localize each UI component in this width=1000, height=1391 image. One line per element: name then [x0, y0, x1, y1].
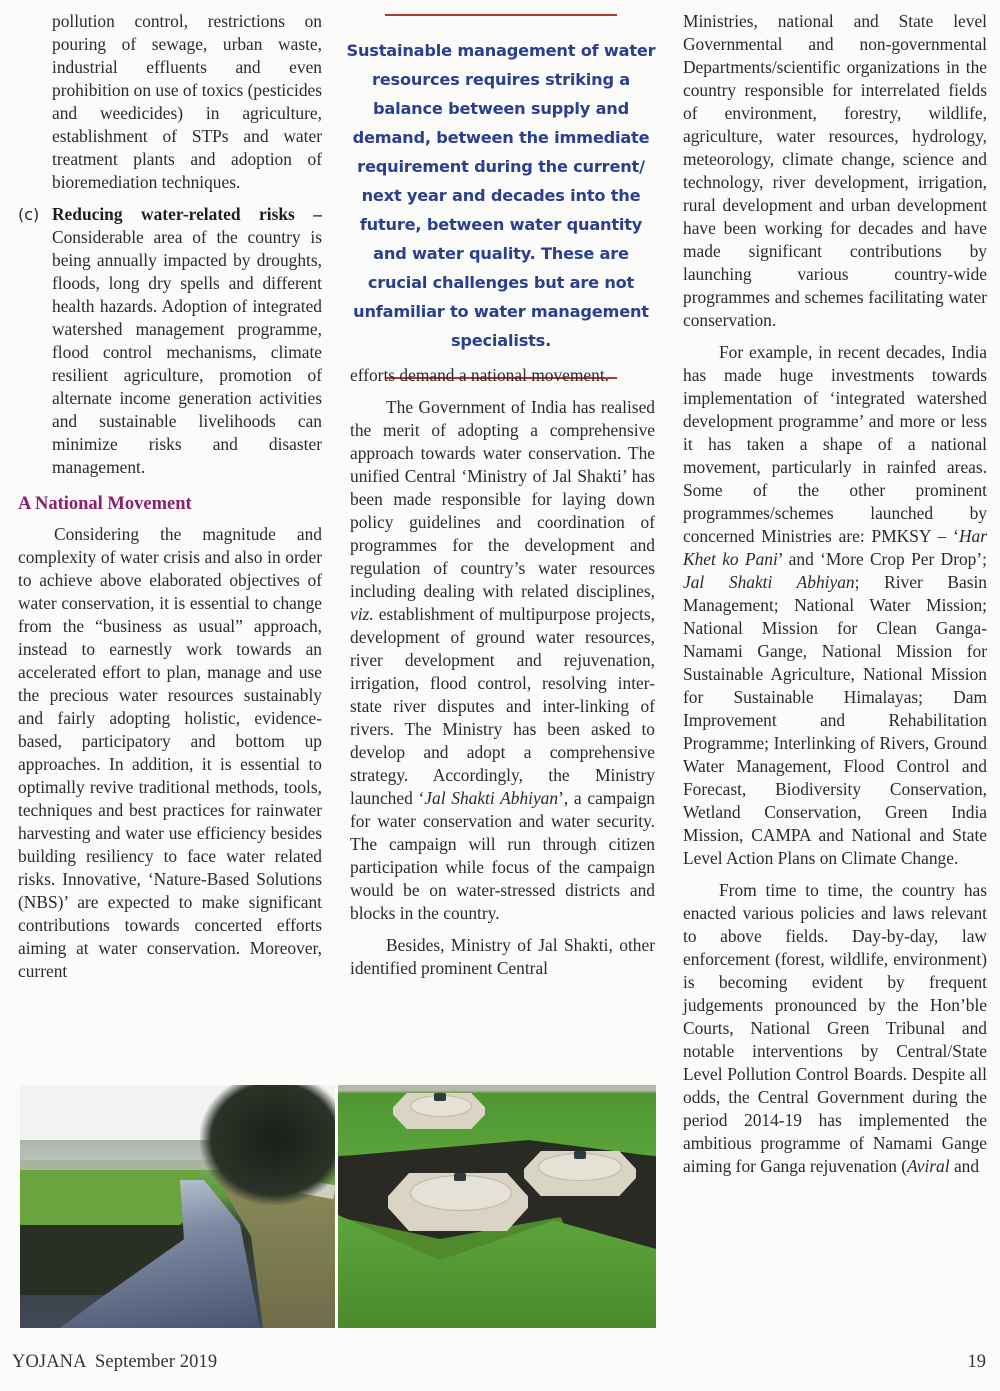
water-tanks-photo	[338, 1085, 656, 1328]
italic-term: viz.	[350, 604, 374, 624]
column-3	[683, 10, 987, 1178]
tank-cap	[454, 1173, 466, 1181]
pull-quote-text: Sustainable management of water resources requires striking a balance between supply and demand, between the immediate requirement during the current/ next year and decades into the future, between water quantity and water quality. These are crucial challenges but are not unfamiliar to water management specialists.	[346, 41, 656, 350]
footer-publication: YOJANA September 2019	[12, 1352, 218, 1372]
section-heading: A National Movement	[18, 494, 192, 514]
paragraph: For example, in recent decades, India has made huge investments towards implementation of ‘integrated watershed development programme’ and more or less it has taken a shape of a national movement, particularly in rainfed areas. Some of the other prominent programmes/schemes launched by concerned Ministries are: PMKSY – ‘Har Khet ko Pani’ and ‘More Crop Per Drop’; Jal Shakti Abhiyan; River Basin Management; National Water Mission; National Mission for Clean Ganga-Namami Gange, National Mission for Sustainable Agriculture, National Mission for Sustainable Himalayas; Dam Improvement and Rehabilitation Programme; Interlinking of Rivers, Ground Water Management, Flood Control and Forecast, Biodiversity Conservation, Wetland Conservation, Green India Mission, CAMPA and National and State Level Action Plans on Climate Change.	[683, 342, 987, 868]
paragraph: Considering the magnitude and complexity of water crisis and also in order to achieve above elaborated objectives of water conservation, it is essential to change from the “business as usual” approach, instead to earnestly work towards an accelerated effort to plan, manage and use the precious water resources sustainably and fairly adopting holistic, evidence-based, participatory and bottom up approaches. In addition, it is essential to optimally revive traditional methods, tools, techniques and best practices for rainwater harvesting and water use efficiency besides building resiliency to face water related risks. Innovative, ‘Nature-Based Solutions (NBS)’ are expected to make significant contributions towards concerted efforts aiming at water conservation. Moreover, current	[18, 524, 322, 981]
list-continuation-text: pollution control, restrictions on pouring of sewage, urban waste, industrial effluents and even prohibition on use of toxics (pesticides and weedicides) in agriculture, establishment of STPs and water treatment plants and adoption of bioremediation techniques.	[52, 11, 322, 192]
list-item-heading: Reducing water-related risks –	[52, 204, 322, 224]
list-marker: (c)	[18, 205, 40, 224]
italic-scheme-name: Jal Shakti Abhiyan	[683, 572, 855, 592]
italic-term: Aviral	[907, 1156, 950, 1176]
paragraph: From time to time, the country has enacted various policies and laws relevant to above fields. Day-by-day, law enforcement (forest, wildlife, environment) is becoming evident by frequent judgements pronounced by the Hon’ble Courts, National Green Tribunal and notable interventions by Central/State Level Pollution Control Boards. Despite all odds, the Central Government during the period 2014-19 has implemented the ambitious programme of Namami Gange aiming for Ganga rejuvenation (Aviral and	[683, 880, 987, 1176]
pull-quote	[345, 14, 657, 379]
column-1	[18, 10, 322, 983]
page-number: 19	[967, 1352, 986, 1372]
canal-photo	[20, 1085, 335, 1328]
list-item-c	[18, 203, 322, 479]
paragraph: The Government of India has realised the merit of adopting a comprehensive approach towards water conservation. The unified Central ‘Ministry of Jal Shakti’ has been made responsible for laying down policy guidelines and coordination of programmes for the development and regulation of country’s water resources including dealing with related disciplines, viz. establishment of multipurpose projects, development of ground water resources, river development and rejuvenation, irrigation, flood control, resolving inter-state river disputes and inter-linking of rivers. The Ministry has been asked to develop and adopt a comprehensive strategy. Accordingly, the Ministry launched ‘Jal Shakti Abhiyan’, a campaign for water conservation and water security. The campaign will run through citizen participation while focus of the campaign would be on water-stressed districts and blocks in the country.	[350, 397, 655, 923]
column-2	[350, 364, 655, 980]
italic-campaign-name: Jal Shakti Abhiyan	[424, 788, 559, 808]
paragraph: Besides, Ministry of Jal Shakti, other identified prominent Central	[350, 935, 655, 978]
list-item-body: Considerable area of the country is being annually impacted by droughts, floods, long dry spells and different health hazards. Adoption of integrated watershed management programme, flood control mechanisms, climate resilient agriculture, promotion of alternate income generation activities and sustainable livelihoods can minimize risks and disaster management.	[52, 227, 322, 477]
list-item-b-continuation	[18, 10, 322, 194]
tank-cap	[434, 1093, 446, 1101]
continuation-text: efforts demand a national movement.	[350, 365, 610, 385]
continuation-text: Ministries, national and State level Governmental and non-governmental Departments/scientific organizations in the country responsible for interrelated fields of environment, forestry, wildlife, agriculture, water resources, hydrology, meteorology, climate change, science and technology, river development, irrigation, rural development and urban development have been working for decades and have made significant contributions by launching various country-wide programmes and schemes facilitating water conservation.	[683, 11, 987, 330]
tank-cap	[574, 1151, 586, 1159]
pull-quote-top-rule	[385, 14, 617, 16]
large-tree	[200, 1085, 335, 1205]
italic-scheme-name: Har Khet ko Pani	[683, 526, 987, 569]
